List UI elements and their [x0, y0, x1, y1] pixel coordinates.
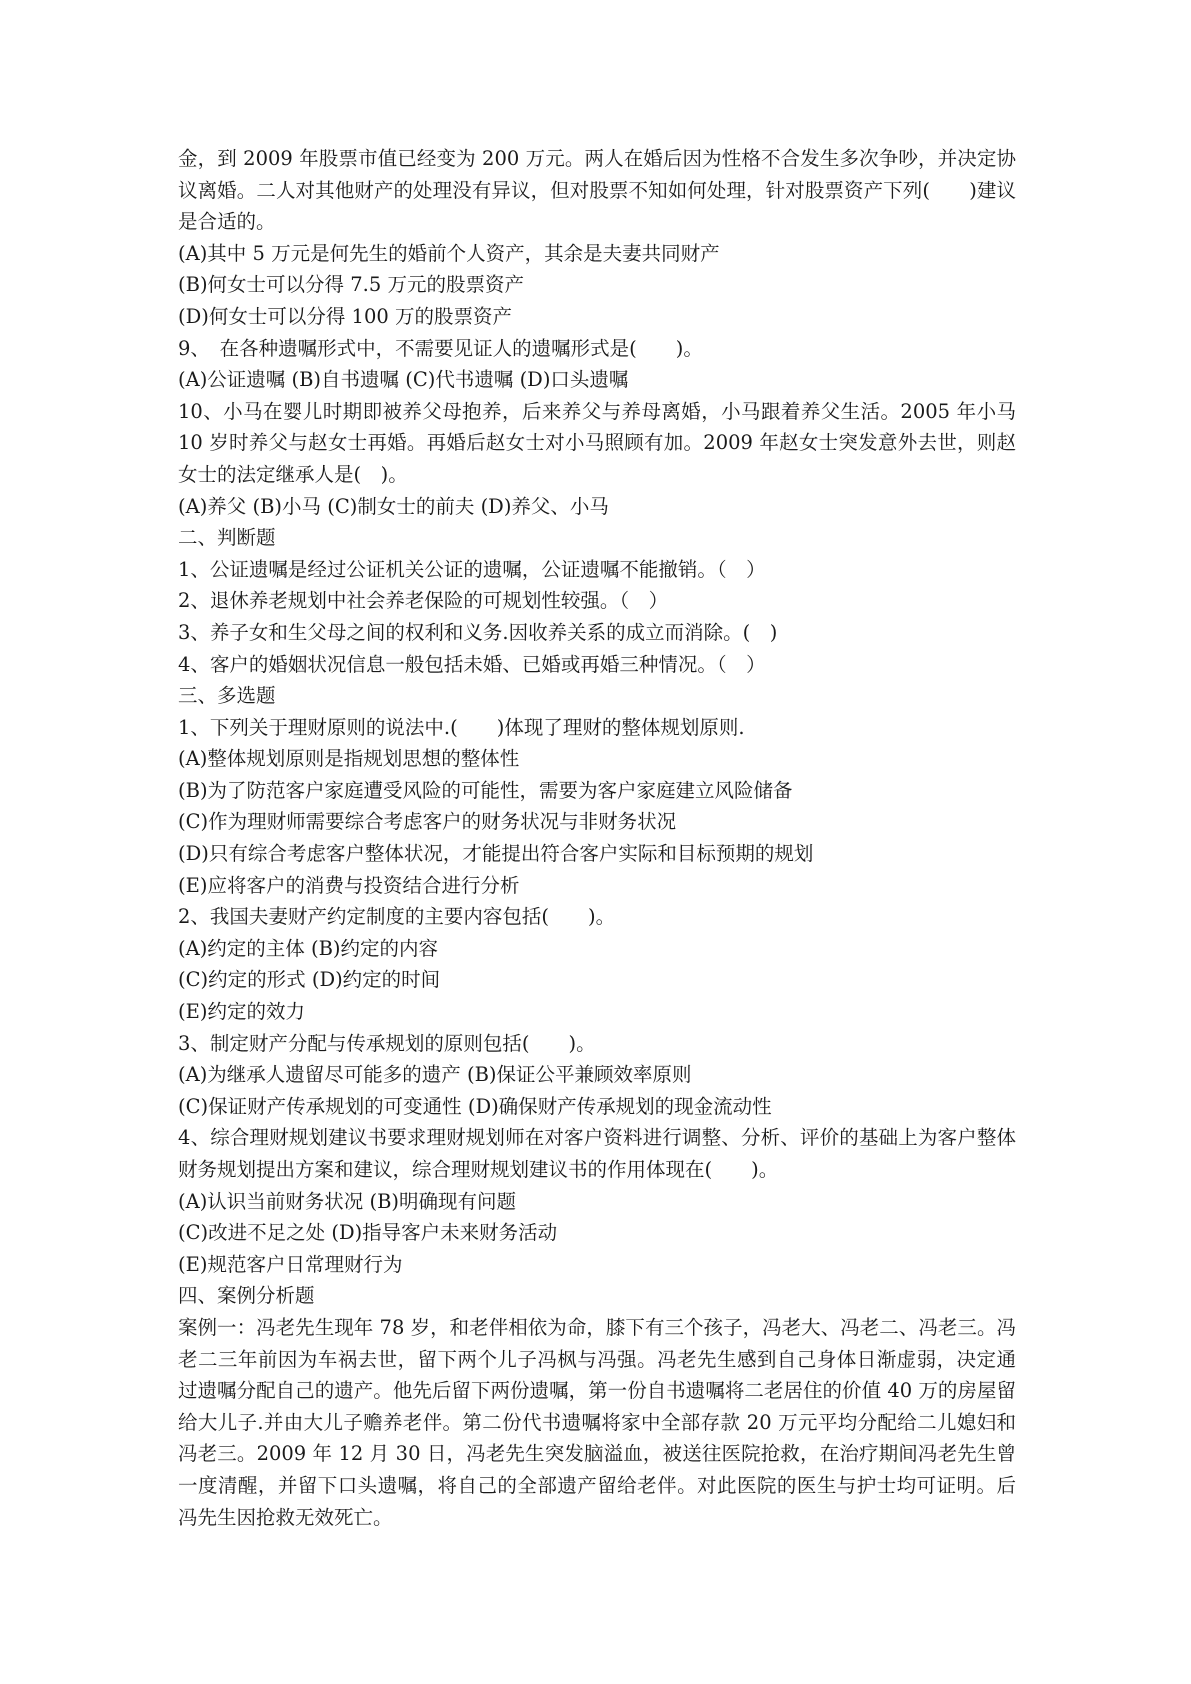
case-one-paragraph: 案例一：冯老先生现年 78 岁，和老伴相依为命，膝下有三个孩子，冯老大、冯老二、冯老三。冯老二三年前因为车祸去世，留下两个儿子冯枫与冯强。冯老先生感到自己身体日渐虚弱，决定通过遗嘱分配自己的遗产。他先后留下两份遗嘱，第一份自书遗嘱将二老居住的价值 40 万的房屋留给大儿子.并由大儿子赡养老伴。第二份代书遗嘱将家中全部存款 20 万元平均分配给二儿媳妇和冯老三。2009 年 12 月 30 日，冯老先生突发脑溢血，被送往医院抢救，在治疗期间冯老先生曾一度清醒，并留下口头遗嘱，将自己的全部遗产留给老伴。对此医院的医生与护士均可证明。后冯先生因抢救无效死亡。 [178, 1315, 1016, 1529]
mc1-question: 1、下列关于理财原则的说法中.( )体现了理财的整体规划原则. [178, 715, 745, 739]
mc1-option-a: (A)整体规划原则是指规划思想的整体性 [178, 747, 520, 771]
tf-question-1: 1、公证遗嘱是经过公证机关公证的遗嘱，公证遗嘱不能撤销。（ ） [178, 557, 766, 581]
mc3-options-cd: (C)保证财产传承规划的可变通性 (D)确保财产传承规划的现金流动性 [178, 1094, 772, 1118]
q10-options: (A)养父 (B)小马 (C)制女士的前夫 (D)养父、小马 [178, 494, 609, 518]
q9-question: 9、 在各种遗嘱形式中，不需要见证人的遗嘱形式是( )。 [178, 336, 703, 360]
mc4-option-e: (E)规范客户日常理财行为 [178, 1252, 403, 1276]
tf-question-4: 4、客户的婚姻状况信息一般包括未婚、已婚或再婚三种情况。（ ） [178, 652, 766, 676]
section-heading-multiple-choice: 三、多选题 [178, 684, 276, 708]
q8-option-b: (B)何女士可以分得 7.5 万元的股票资产 [178, 273, 524, 297]
q9-options: (A)公证遗嘱 (B)自书遗嘱 (C)代书遗嘱 (D)口头遗嘱 [178, 368, 629, 392]
mc1-option-b: (B)为了防范客户家庭遭受风险的可能性，需要为客户家庭建立风险储备 [178, 778, 793, 802]
mc4-question: 4、综合理财规划建议书要求理财规划师在对客户资料进行调整、分析、评价的基础上为客户整体财务规划提出方案和建议，综合理财规划建议书的作用体现在( )。 [178, 1126, 1016, 1181]
mc4-options-ab: (A)认识当前财务状况 (B)明确现有问题 [178, 1189, 517, 1213]
mc2-question: 2、我国夫妻财产约定制度的主要内容包括( )。 [178, 905, 616, 929]
mc2-options-ab: (A)约定的主体 (B)约定的内容 [178, 936, 439, 960]
mc2-option-e: (E)约定的效力 [178, 1000, 305, 1024]
tf-question-2: 2、退休养老规划中社会养老保险的可规划性较强。（ ） [178, 589, 669, 613]
q8-option-a: (A)其中 5 万元是何先生的婚前个人资产，其余是夫妻共同财产 [178, 241, 720, 265]
mc4-options-cd: (C)改进不足之处 (D)指导客户未来财务活动 [178, 1221, 558, 1245]
document-page [178, 143, 1016, 1533]
intro-paragraph: 金，到 2009 年股票市值已经变为 200 万元。两人在婚后因为性格不合发生多次争吵，并决定协议离婚。二人对其他财产的处理没有异议，但对股票不知如何处理，针对股票资产下列( )建议是合适的。 [178, 147, 1016, 234]
mc1-option-d: (D)只有综合考虑客户整体状况，才能提出符合客户实际和目标预期的规划 [178, 842, 814, 866]
mc1-option-c: (C)作为理财师需要综合考虑客户的财务状况与非财务状况 [178, 810, 677, 834]
mc3-options-ab: (A)为继承人遗留尽可能多的遗产 (B)保证公平兼顾效率原则 [178, 1063, 692, 1087]
q10-question: 10、小马在婴儿时期即被养父母抱养，后来养父与养母离婚，小马跟着养父生活。2005 年小马 10 岁时养父与赵女士再婚。再婚后赵女士对小马照顾有加。2009 年赵女士突发意外去世，则赵女士的法定继承人是( )。 [178, 399, 1016, 486]
mc2-options-cd: (C)约定的形式 (D)约定的时间 [178, 968, 441, 992]
section-heading-case-analysis: 四、案例分析题 [178, 1284, 315, 1308]
q8-option-d: (D)何女士可以分得 100 万的股票资产 [178, 304, 512, 328]
section-heading-true-false: 二、判断题 [178, 526, 276, 550]
mc3-question: 3、制定财产分配与传承规划的原则包括( )。 [178, 1031, 596, 1055]
tf-question-3: 3、养子女和生父母之间的权利和义务.因收养关系的成立而消除。( ) [178, 620, 778, 644]
mc1-option-e: (E)应将客户的消费与投资结合进行分析 [178, 873, 520, 897]
